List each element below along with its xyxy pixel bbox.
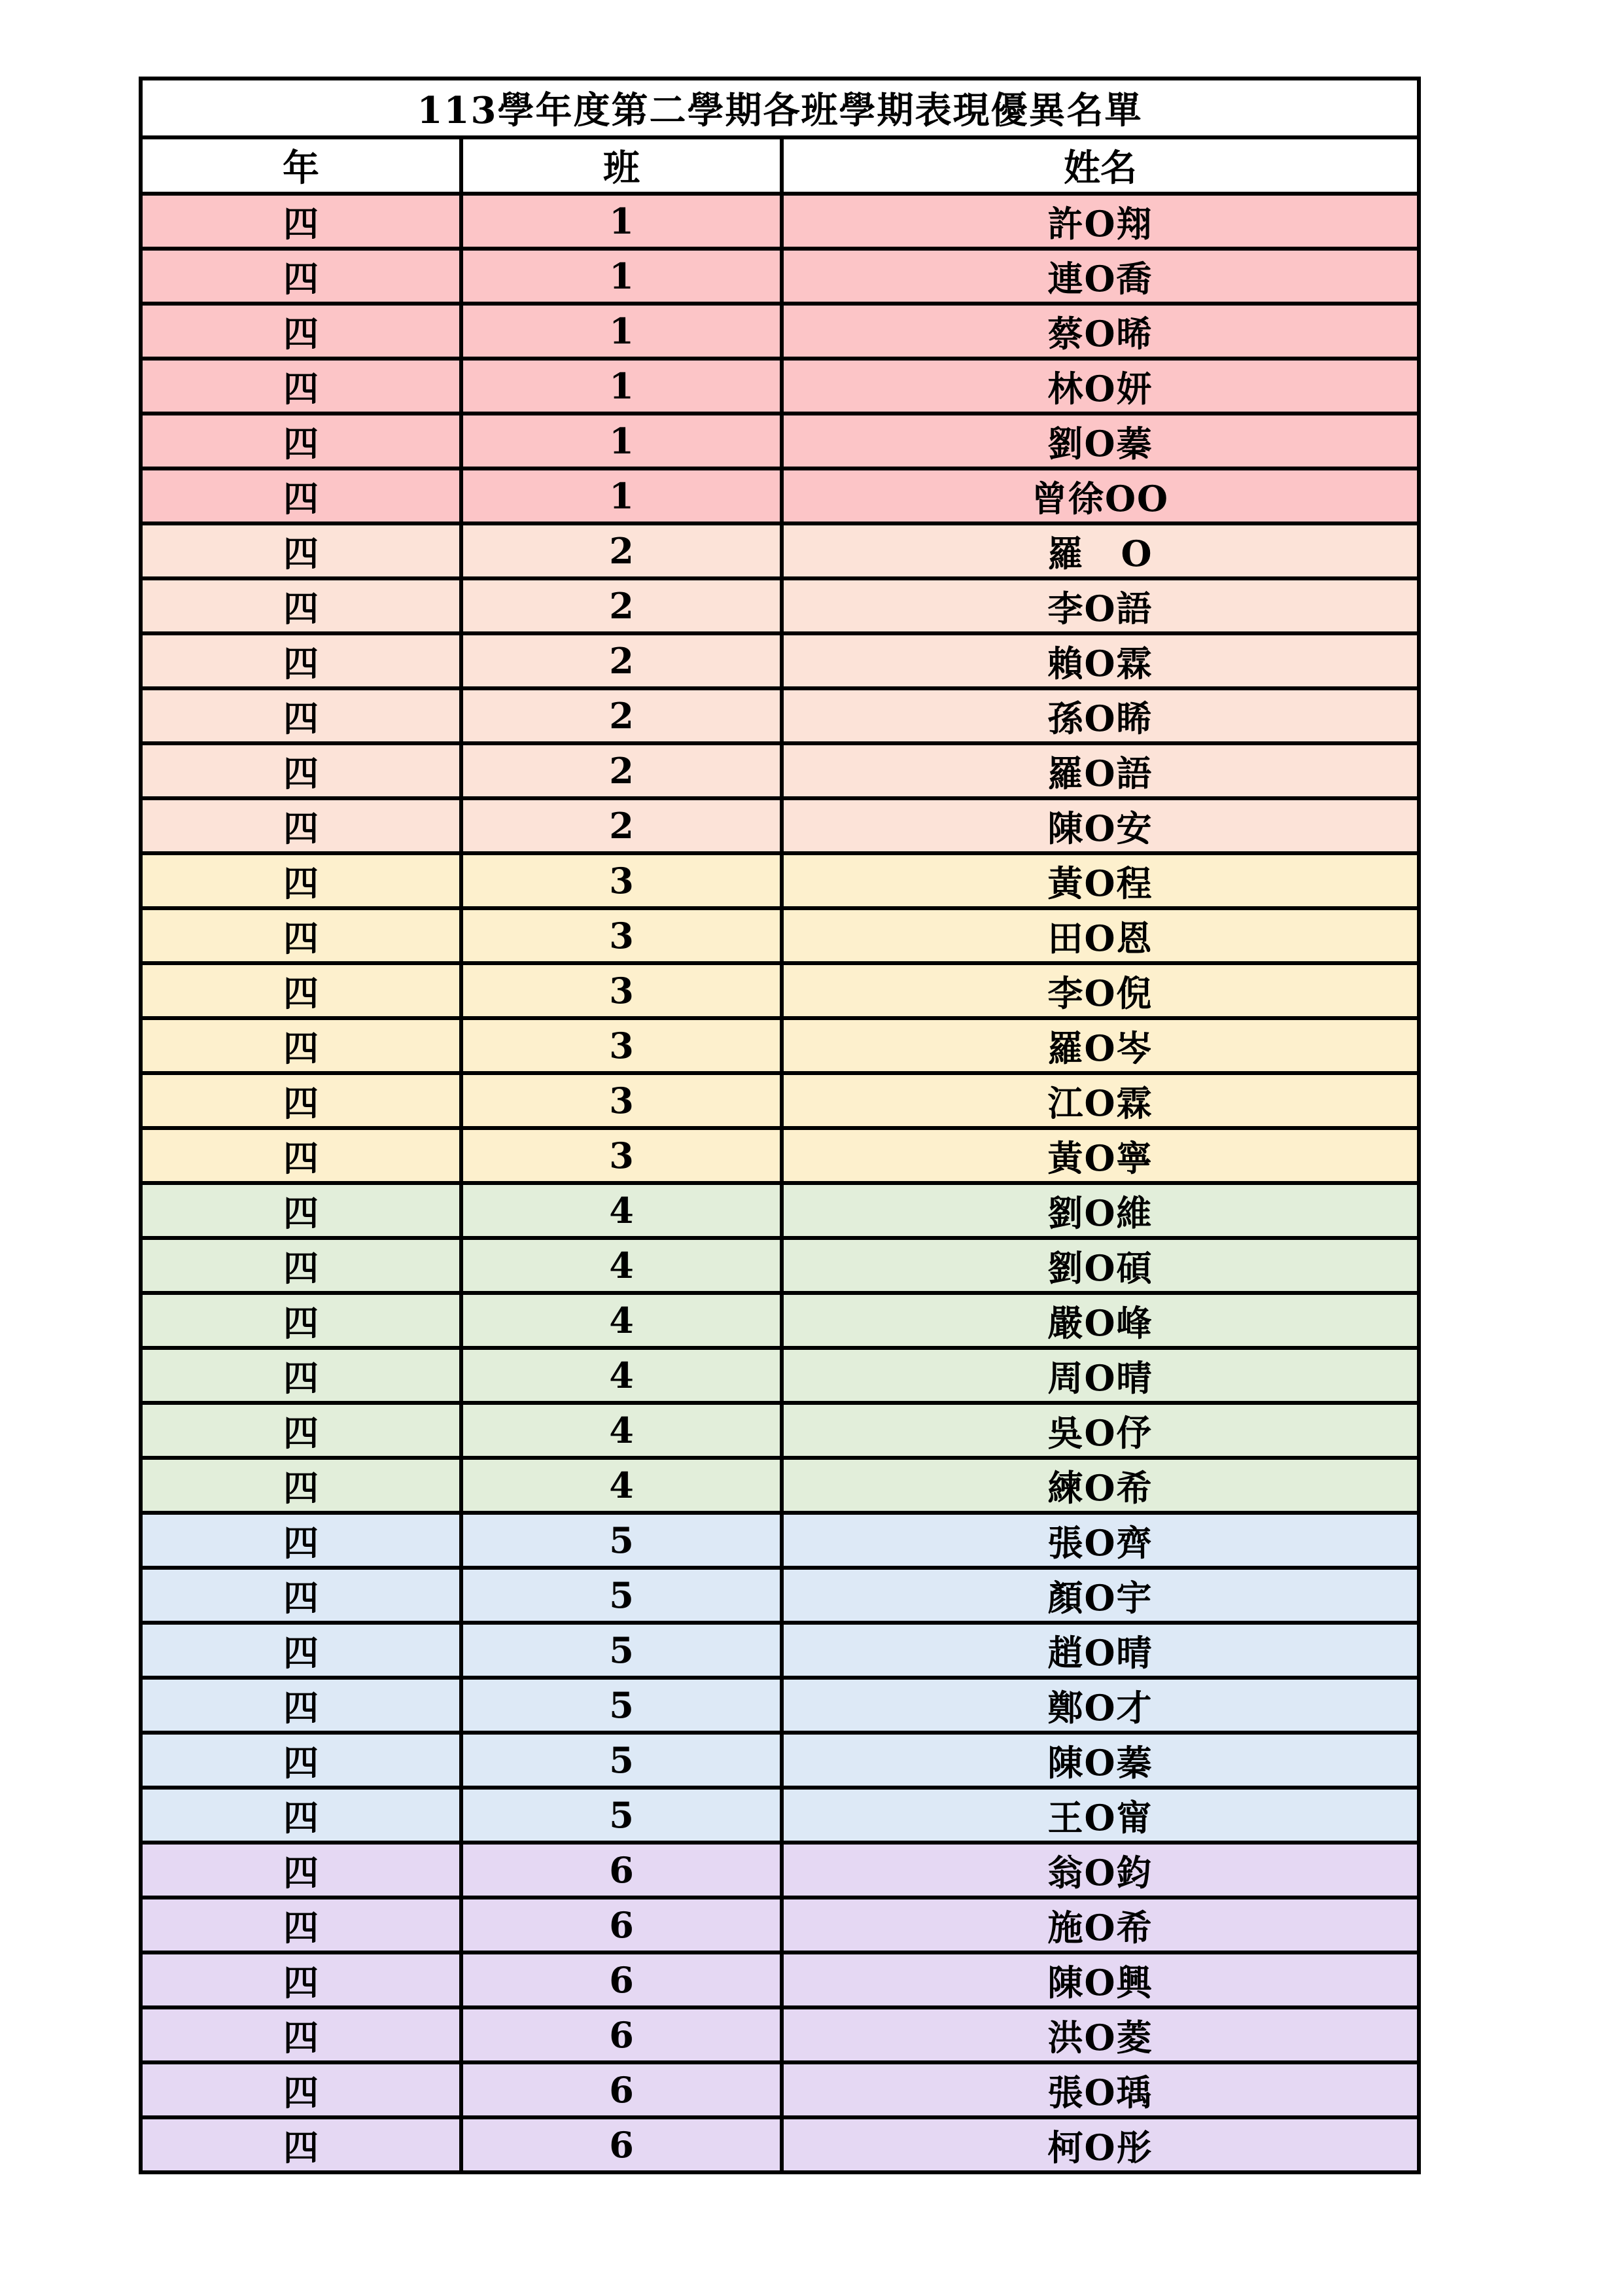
grade-cell: 四 [141, 908, 461, 963]
grade-cell: 四 [141, 194, 461, 249]
name-cell: 曾徐OO [782, 468, 1419, 523]
grade-cell: 四 [141, 1128, 461, 1183]
class-cell: 1 [461, 414, 782, 468]
class-cell: 6 [461, 1952, 782, 2007]
table-row [141, 798, 1419, 853]
sheet-title: 113學年度第二學期各班學期表現優異名單 [141, 79, 1419, 137]
table-row [141, 853, 1419, 908]
table-row [141, 1458, 1419, 1513]
grade-cell: 四 [141, 2007, 461, 2062]
class-cell: 2 [461, 688, 782, 743]
class-cell: 3 [461, 1018, 782, 1073]
class-cell: 2 [461, 523, 782, 578]
name-cell: 洪O菱 [782, 2007, 1419, 2062]
table-row [141, 304, 1419, 359]
class-cell: 5 [461, 1568, 782, 1623]
grade-cell: 四 [141, 1788, 461, 1843]
table-row [141, 2062, 1419, 2117]
grade-cell: 四 [141, 1568, 461, 1623]
name-cell: 張O瑀 [782, 2062, 1419, 2117]
table-row [141, 523, 1419, 578]
table-row [141, 359, 1419, 414]
class-cell: 6 [461, 2062, 782, 2117]
class-cell: 4 [461, 1458, 782, 1513]
class-cell: 3 [461, 908, 782, 963]
table-row [141, 1952, 1419, 2007]
name-cell: 田O恩 [782, 908, 1419, 963]
grade-cell: 四 [141, 359, 461, 414]
class-cell: 4 [461, 1348, 782, 1403]
grade-cell: 四 [141, 1843, 461, 1898]
table-row [141, 1073, 1419, 1128]
name-cell: 張O齊 [782, 1513, 1419, 1568]
grade-cell: 四 [141, 1458, 461, 1513]
name-cell: 黃O程 [782, 853, 1419, 908]
name-cell: 李O倪 [782, 963, 1419, 1018]
header-row [141, 137, 1419, 194]
name-cell: 劉O蓁 [782, 414, 1419, 468]
table-row [141, 2117, 1419, 2172]
class-cell: 6 [461, 1898, 782, 1952]
table-row [141, 1403, 1419, 1458]
table-row [141, 1293, 1419, 1348]
name-cell: 顏O宇 [782, 1568, 1419, 1623]
grade-cell: 四 [141, 1952, 461, 2007]
name-cell: 吳O伃 [782, 1403, 1419, 1458]
table-body [141, 194, 1419, 2172]
class-cell: 3 [461, 1073, 782, 1128]
name-cell: 劉O維 [782, 1183, 1419, 1238]
table-row [141, 1568, 1419, 1623]
class-cell: 1 [461, 304, 782, 359]
grade-cell: 四 [141, 1073, 461, 1128]
table-row [141, 1843, 1419, 1898]
class-cell: 2 [461, 578, 782, 633]
grade-cell: 四 [141, 1403, 461, 1458]
grade-cell: 四 [141, 2062, 461, 2117]
name-cell: 陳O安 [782, 798, 1419, 853]
grade-cell: 四 [141, 1623, 461, 1678]
table-row [141, 743, 1419, 798]
table-row [141, 578, 1419, 633]
name-cell: 鄭O才 [782, 1678, 1419, 1733]
class-cell: 1 [461, 194, 782, 249]
name-cell: 柯O彤 [782, 2117, 1419, 2172]
class-cell: 1 [461, 249, 782, 304]
grade-cell: 四 [141, 963, 461, 1018]
table-row [141, 1733, 1419, 1788]
grade-cell: 四 [141, 2117, 461, 2172]
class-cell: 6 [461, 1843, 782, 1898]
table-row [141, 1018, 1419, 1073]
table-row [141, 1898, 1419, 1952]
grade-cell: 四 [141, 1348, 461, 1403]
honor-roll-table [139, 77, 1421, 2174]
name-cell: 嚴O峰 [782, 1293, 1419, 1348]
class-cell: 3 [461, 853, 782, 908]
table-row [141, 414, 1419, 468]
table-row [141, 194, 1419, 249]
name-cell: 翁O鈞 [782, 1843, 1419, 1898]
grade-cell: 四 [141, 304, 461, 359]
name-cell: 羅O岑 [782, 1018, 1419, 1073]
grade-cell: 四 [141, 414, 461, 468]
table-row [141, 1623, 1419, 1678]
grade-cell: 四 [141, 523, 461, 578]
name-cell: 趙O晴 [782, 1623, 1419, 1678]
class-cell: 5 [461, 1513, 782, 1568]
name-cell: 劉O碩 [782, 1238, 1419, 1293]
class-cell: 2 [461, 798, 782, 853]
grade-cell: 四 [141, 853, 461, 908]
grade-cell: 四 [141, 688, 461, 743]
header-grade: 年 [141, 137, 461, 194]
table-row [141, 633, 1419, 688]
name-cell: 孫O睎 [782, 688, 1419, 743]
grade-cell: 四 [141, 633, 461, 688]
table-row [141, 688, 1419, 743]
class-cell: 4 [461, 1183, 782, 1238]
class-cell: 4 [461, 1293, 782, 1348]
header-class: 班 [461, 137, 782, 194]
name-cell: 黃O寧 [782, 1128, 1419, 1183]
table-row [141, 908, 1419, 963]
name-cell: 蔡O晞 [782, 304, 1419, 359]
name-cell: 賴O霖 [782, 633, 1419, 688]
name-cell: 羅O語 [782, 743, 1419, 798]
class-cell: 1 [461, 468, 782, 523]
grade-cell: 四 [141, 1183, 461, 1238]
table-row [141, 1513, 1419, 1568]
name-cell: 練O希 [782, 1458, 1419, 1513]
class-cell: 5 [461, 1678, 782, 1733]
class-cell: 3 [461, 1128, 782, 1183]
class-cell: 2 [461, 743, 782, 798]
class-cell: 6 [461, 2117, 782, 2172]
class-cell: 4 [461, 1403, 782, 1458]
title-row [141, 79, 1419, 137]
grade-cell: 四 [141, 1238, 461, 1293]
grade-cell: 四 [141, 1513, 461, 1568]
table-row [141, 1183, 1419, 1238]
name-cell: 施O希 [782, 1898, 1419, 1952]
grade-cell: 四 [141, 1733, 461, 1788]
name-cell: 林O妍 [782, 359, 1419, 414]
name-cell: 李O語 [782, 578, 1419, 633]
grade-cell: 四 [141, 249, 461, 304]
grade-cell: 四 [141, 1678, 461, 1733]
name-cell: 許O翔 [782, 194, 1419, 249]
header-name: 姓名 [782, 137, 1419, 194]
name-cell: 江O霖 [782, 1073, 1419, 1128]
name-cell: 陳O蓁 [782, 1733, 1419, 1788]
table-row [141, 1788, 1419, 1843]
table-row [141, 1128, 1419, 1183]
class-cell: 5 [461, 1623, 782, 1678]
class-cell: 3 [461, 963, 782, 1018]
grade-cell: 四 [141, 798, 461, 853]
grade-cell: 四 [141, 1898, 461, 1952]
name-cell: 羅 O [782, 523, 1419, 578]
name-cell: 周O晴 [782, 1348, 1419, 1403]
name-cell: 陳O興 [782, 1952, 1419, 2007]
class-cell: 4 [461, 1238, 782, 1293]
class-cell: 5 [461, 1788, 782, 1843]
table-row [141, 468, 1419, 523]
class-cell: 6 [461, 2007, 782, 2062]
grade-cell: 四 [141, 1018, 461, 1073]
class-cell: 1 [461, 359, 782, 414]
class-cell: 2 [461, 633, 782, 688]
class-cell: 5 [461, 1733, 782, 1788]
grade-cell: 四 [141, 468, 461, 523]
table-row [141, 963, 1419, 1018]
table-row [141, 2007, 1419, 2062]
grade-cell: 四 [141, 1293, 461, 1348]
grade-cell: 四 [141, 578, 461, 633]
table-row [141, 249, 1419, 304]
table-row [141, 1678, 1419, 1733]
name-cell: 連O喬 [782, 249, 1419, 304]
name-cell: 王O甯 [782, 1788, 1419, 1843]
grade-cell: 四 [141, 743, 461, 798]
table-row [141, 1238, 1419, 1293]
table-row [141, 1348, 1419, 1403]
